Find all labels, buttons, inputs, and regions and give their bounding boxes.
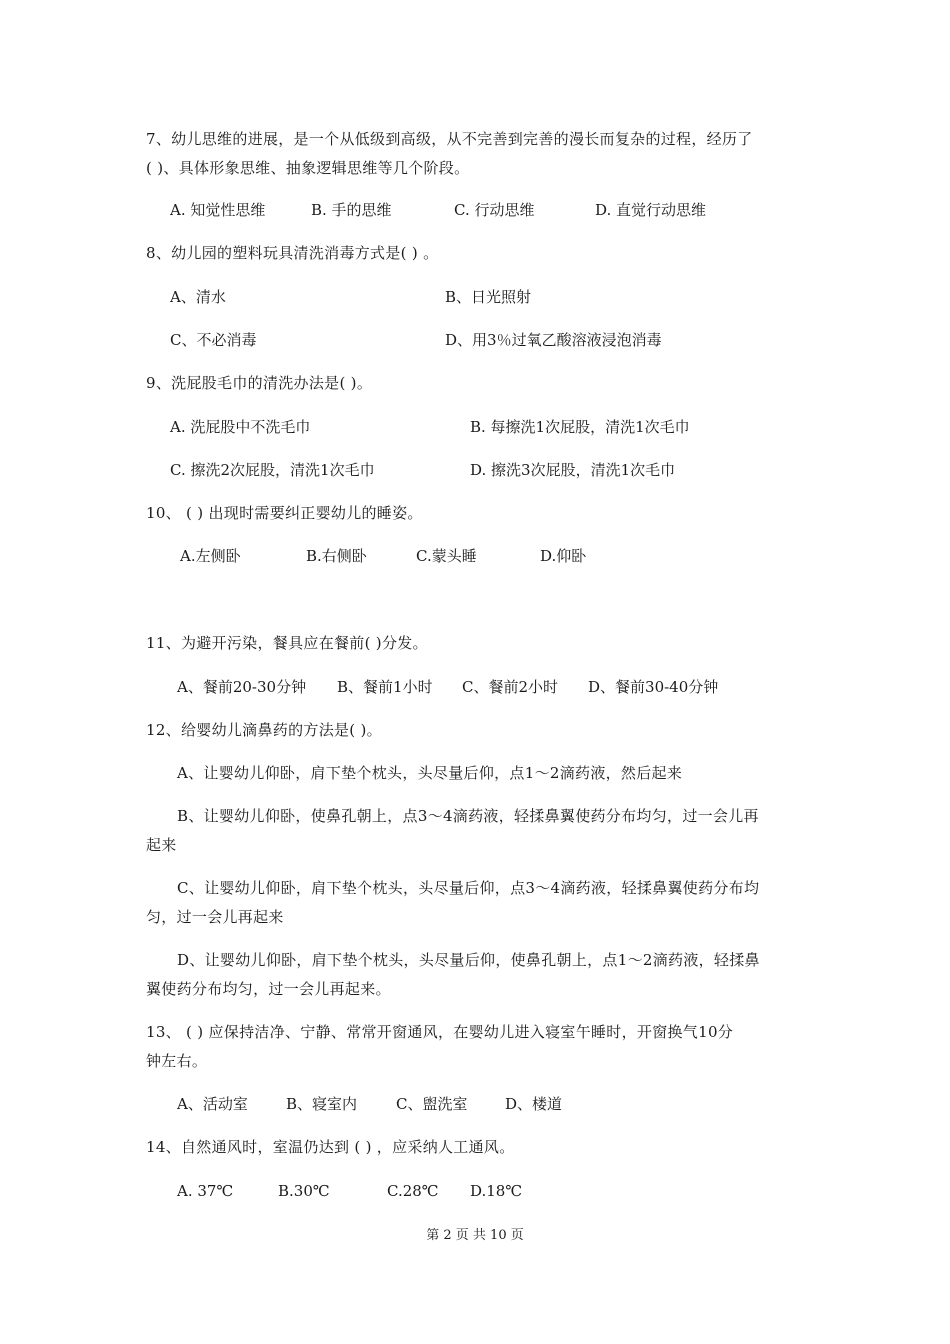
q12-stem: 12、给婴幼儿滴鼻药的方法是( )。 (146, 721, 382, 739)
q10-option-d: D.仰卧 (540, 547, 587, 565)
q7-option-d: D. 直觉行动思维 (595, 201, 707, 219)
q11-option-c: C、餐前2小时 (462, 678, 559, 696)
q7-option-c: C. 行动思维 (454, 201, 535, 219)
q12-option-c-line1: C、让婴幼儿仰卧，肩下垫个枕头，头尽量后仰，点3～4滴药液，轻揉鼻翼使药分布均 (177, 879, 760, 897)
q8-option-a: A、清水 (170, 288, 226, 306)
q7-stem-line2: ( )、具体形象思维、抽象逻辑思维等几个阶段。 (146, 159, 470, 177)
q8-option-b: B、日光照射 (445, 288, 532, 306)
q9-option-a: A. 洗屁股中不洗毛巾 (170, 418, 311, 436)
q13-option-c: C、盥洗室 (396, 1095, 468, 1113)
q10-option-a: A.左侧卧 (180, 547, 241, 565)
q8-stem: 8、幼儿园的塑料玩具清洗消毒方式是( ) 。 (146, 244, 439, 262)
q12-option-a: A、让婴幼儿仰卧，肩下垫个枕头，头尽量后仰，点1～2滴药液，然后起来 (177, 764, 683, 782)
q13-option-d: D、楼道 (505, 1095, 563, 1113)
q11-option-a: A、餐前20-30分钟 (177, 678, 307, 696)
q13-stem-line2: 钟左右。 (146, 1052, 208, 1070)
q9-option-d: D. 擦洗3次屁股，清洗1次毛巾 (470, 461, 676, 479)
q9-option-b: B. 每擦洗1次屁股，清洗1次毛巾 (470, 418, 690, 436)
q14-option-d: D.18℃ (470, 1182, 523, 1200)
q10-option-b: B.右侧卧 (306, 547, 367, 565)
q13-stem-line1: 13、 ( ) 应保持洁净、宁静、常常开窗通风，在婴幼儿进入寝室午睡时，开窗换气10分 (146, 1023, 734, 1041)
q14-stem: 14、自然通风时，室温仍达到 ( ) ，应采纳人工通风。 (146, 1138, 515, 1156)
q12-option-c-line2: 匀，过一会儿再起来 (146, 908, 284, 926)
q9-stem: 9、洗屁股毛巾的清洗办法是( )。 (146, 374, 373, 392)
q14-option-b: B.30℃ (278, 1182, 330, 1200)
q14-option-a: A. 37℃ (177, 1182, 234, 1200)
q8-option-c: C、不必消毒 (170, 331, 257, 349)
q12-option-b-line1: B、让婴幼儿仰卧，使鼻孔朝上，点3～4滴药液，轻揉鼻翼使药分布均匀，过一会儿再 (177, 807, 759, 825)
q10-stem: 10、 ( ) 出现时需要纠正婴幼儿的睡姿。 (146, 504, 423, 522)
q7-option-b: B. 手的思维 (311, 201, 392, 219)
q7-option-a: A. 知觉性思维 (170, 201, 266, 219)
q10-option-c: C.蒙头睡 (416, 547, 477, 565)
q12-option-d-line1: D、让婴幼儿仰卧，肩下垫个枕头，头尽量后仰，使鼻孔朝上，点1～2滴药液，轻揉鼻 (177, 951, 760, 969)
q13-option-a: A、活动室 (177, 1095, 248, 1113)
q7-stem-line1: 7、幼儿思维的进展，是一个从低级到高级，从不完善到完善的漫长而复杂的过程，经历了 (146, 130, 753, 148)
q12-option-d-line2: 翼使药分布均匀，过一会儿再起来。 (146, 980, 391, 998)
q13-option-b: B、寝室内 (286, 1095, 358, 1113)
q11-option-b: B、餐前1小时 (337, 678, 433, 696)
page-number-footer: 第 2 页 共 10 页 (426, 1228, 524, 1243)
q8-option-d: D、用3％过氧乙酸溶液浸泡消毒 (445, 331, 662, 349)
q11-stem: 11、为避开污染，餐具应在餐前( )分发。 (146, 634, 428, 652)
q14-option-c: C.28℃ (387, 1182, 439, 1200)
q12-option-b-line2: 起来 (146, 836, 177, 854)
q9-option-c: C. 擦洗2次屁股，清洗1次毛巾 (170, 461, 375, 479)
q11-option-d: D、餐前30-40分钟 (588, 678, 719, 696)
